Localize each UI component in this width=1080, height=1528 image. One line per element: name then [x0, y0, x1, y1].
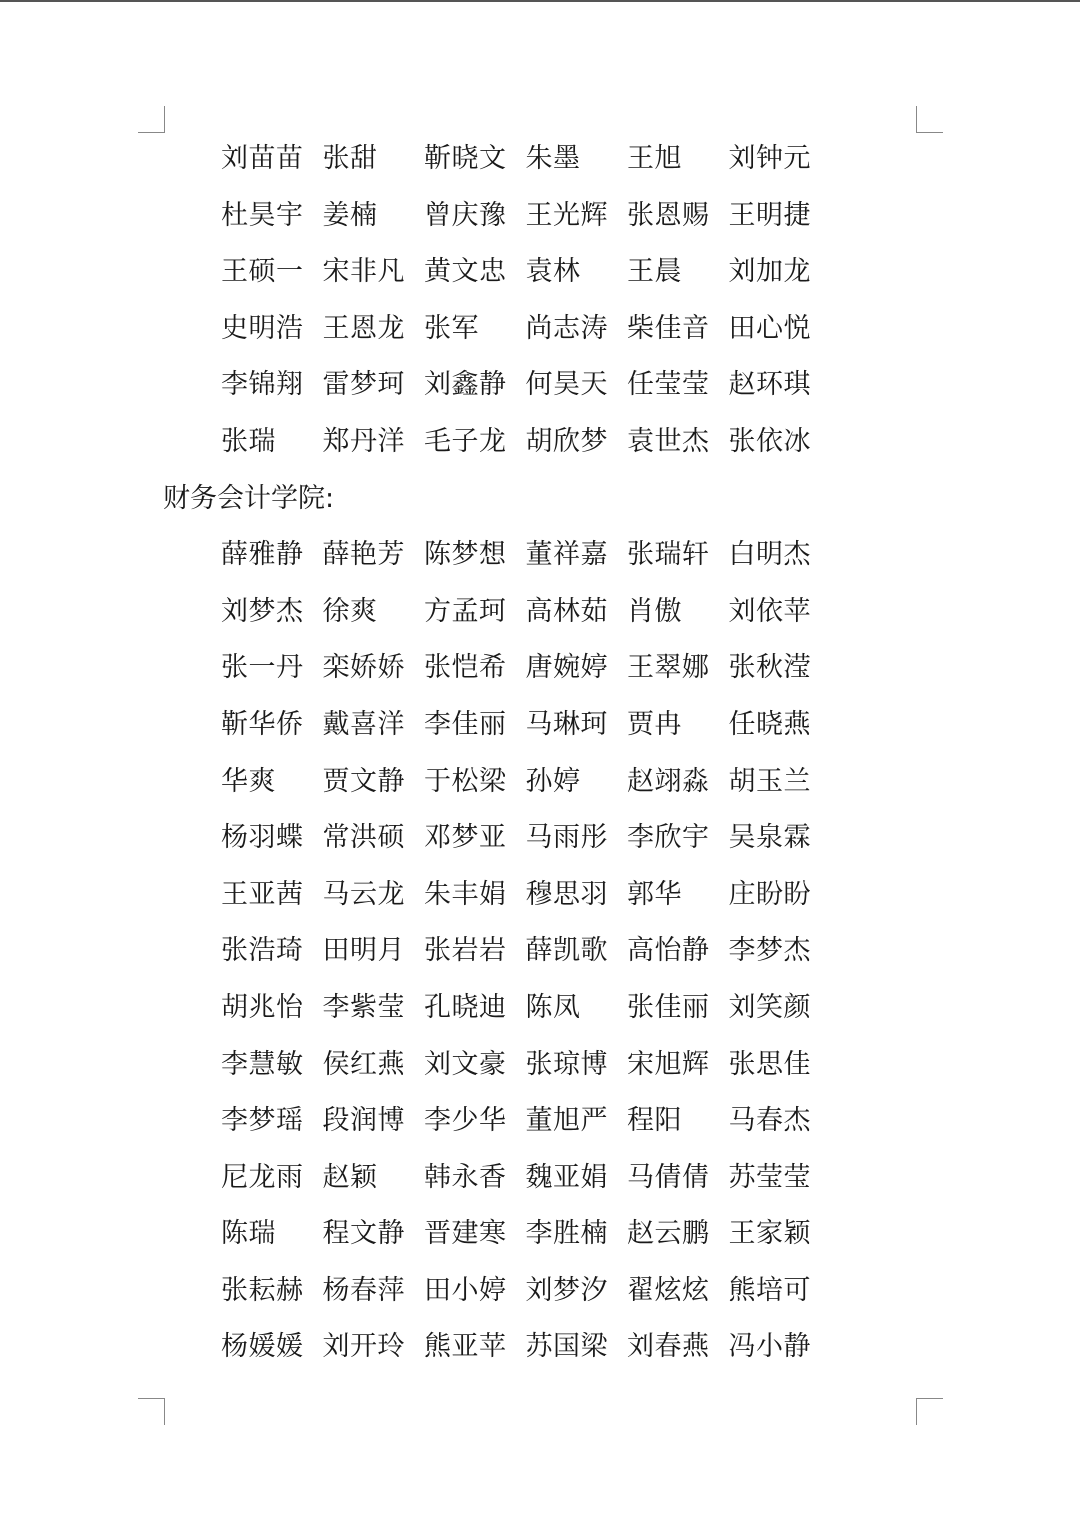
name-row	[0, 1150, 1080, 1207]
name-entry: 翟炫炫	[627, 1274, 710, 1306]
name-entry: 薛艳芳	[322, 539, 405, 571]
name-entry: 段润博	[322, 1105, 405, 1137]
name-row	[0, 244, 1080, 301]
crop-mark-bottom-left	[138, 1398, 165, 1425]
name-entry: 王恩龙	[322, 312, 405, 344]
name-entry: 贾文静	[322, 765, 405, 797]
name-row	[0, 301, 1080, 358]
name-entry: 刘加龙	[728, 256, 811, 288]
name-entry: 马春杰	[728, 1105, 811, 1137]
name-row	[0, 527, 1080, 584]
name-row	[0, 131, 1080, 188]
name-row	[0, 867, 1080, 924]
name-entry: 朱丰娟	[424, 878, 507, 910]
name-entry: 刘钟元	[728, 143, 811, 174]
name-entry: 肖傲	[627, 595, 682, 627]
name-entry: 王旭	[627, 143, 682, 174]
name-row	[0, 414, 1080, 471]
name-entry: 王硕一	[221, 256, 304, 288]
name-entry: 白明杰	[728, 539, 811, 571]
name-group-b	[0, 527, 1080, 1376]
name-entry: 尼龙雨	[221, 1161, 304, 1193]
name-entry: 胡兆怡	[221, 991, 304, 1023]
name-entry: 王晨	[627, 256, 682, 288]
name-row	[0, 1037, 1080, 1094]
name-entry: 李少华	[424, 1105, 507, 1137]
crop-mark-bottom-right	[916, 1398, 943, 1425]
name-row	[0, 697, 1080, 754]
section-heading: 财务会计学院:	[163, 482, 335, 514]
name-entry: 高怡静	[627, 935, 710, 967]
name-entry: 侯红燕	[322, 1048, 405, 1080]
name-entry: 任莹莹	[627, 369, 710, 401]
name-entry: 田心悦	[728, 312, 811, 344]
name-entry: 张佳丽	[627, 991, 710, 1023]
name-entry: 马琳珂	[525, 708, 608, 740]
name-entry: 郭华	[627, 878, 682, 910]
name-entry: 李欣宇	[627, 822, 710, 854]
name-entry: 张瑞轩	[627, 539, 710, 571]
name-entry: 刘文豪	[424, 1048, 507, 1080]
name-entry: 马倩倩	[627, 1161, 710, 1193]
name-entry: 邓梦亚	[424, 822, 507, 854]
name-row	[0, 1319, 1080, 1376]
name-entry: 陈凤	[525, 991, 581, 1023]
name-entry: 王亚茜	[221, 878, 304, 910]
name-entry: 李胜楠	[525, 1218, 608, 1250]
name-entry: 毛子龙	[424, 425, 507, 457]
name-entry: 田明月	[322, 935, 405, 967]
name-entry: 杨春萍	[322, 1274, 405, 1306]
name-entry: 张秋滢	[728, 652, 811, 684]
name-entry: 冯小静	[728, 1331, 811, 1363]
name-entry: 陈瑞	[221, 1218, 276, 1250]
name-entry: 晋建寒	[424, 1218, 507, 1250]
name-entry: 孙婷	[525, 765, 581, 797]
name-entry: 胡玉兰	[728, 765, 811, 797]
name-entry: 刘笑颜	[728, 991, 811, 1023]
name-row	[0, 188, 1080, 245]
name-entry: 张瑞	[221, 425, 276, 457]
name-entry: 何昊天	[525, 369, 608, 401]
name-entry: 刘开玲	[322, 1331, 405, 1363]
name-entry: 董旭严	[525, 1105, 608, 1137]
name-entry: 庄盼盼	[728, 878, 811, 910]
name-entry: 李慧敏	[221, 1048, 304, 1080]
name-entry: 靳华侨	[221, 708, 304, 740]
name-row	[0, 584, 1080, 641]
name-list	[0, 131, 1080, 1376]
name-entry: 李佳丽	[424, 708, 507, 740]
name-entry: 刘梦汐	[525, 1274, 608, 1306]
name-row	[0, 357, 1080, 414]
name-group-a	[0, 131, 1080, 471]
name-entry: 方孟珂	[424, 595, 507, 627]
name-entry: 苏国梁	[525, 1331, 608, 1363]
name-entry: 朱墨	[525, 143, 581, 174]
name-entry: 赵颖	[322, 1161, 378, 1193]
name-entry: 张依冰	[728, 425, 811, 457]
name-entry: 赵环琪	[728, 369, 811, 401]
name-entry: 薛凯歌	[525, 935, 608, 967]
name-entry: 宋旭辉	[627, 1048, 710, 1080]
name-entry: 史明浩	[221, 312, 304, 344]
name-entry: 张琼博	[525, 1048, 608, 1080]
name-entry: 靳晓文	[424, 143, 507, 174]
name-entry: 柴佳音	[627, 312, 710, 344]
name-entry: 魏亚娟	[525, 1161, 608, 1193]
name-entry: 袁世杰	[627, 425, 710, 457]
name-entry: 任晓燕	[728, 708, 811, 740]
name-entry: 宋非凡	[322, 256, 405, 288]
name-entry: 张军	[424, 312, 479, 344]
name-entry: 栾娇娇	[322, 652, 405, 684]
name-entry: 张甜	[322, 143, 378, 174]
name-entry: 袁林	[525, 256, 581, 288]
name-row	[0, 810, 1080, 867]
name-entry: 吴泉霖	[728, 822, 811, 854]
name-entry: 张恩赐	[627, 199, 710, 231]
name-entry: 唐婉婷	[525, 652, 608, 684]
name-entry: 赵翊淼	[627, 765, 710, 797]
name-entry: 张浩琦	[221, 935, 304, 967]
name-entry: 董祥嘉	[525, 539, 608, 571]
crop-mark-top-right	[916, 106, 943, 133]
name-row	[0, 1093, 1080, 1150]
name-entry: 熊亚苹	[424, 1331, 507, 1363]
name-entry: 程文静	[322, 1218, 405, 1250]
name-entry: 贾冉	[627, 708, 682, 740]
name-entry: 徐爽	[322, 595, 378, 627]
crop-mark-top-left	[138, 106, 165, 133]
name-entry: 陈梦想	[424, 539, 507, 571]
name-entry: 常洪硕	[322, 822, 405, 854]
name-entry: 张岩岩	[424, 935, 507, 967]
name-entry: 熊培可	[728, 1274, 811, 1306]
name-entry: 刘依苹	[728, 595, 811, 627]
name-entry: 田小婷	[424, 1274, 507, 1306]
name-row	[0, 754, 1080, 811]
name-row	[0, 923, 1080, 980]
name-entry: 张一丹	[221, 652, 304, 684]
name-entry: 马雨彤	[525, 822, 608, 854]
name-entry: 于松梁	[424, 765, 507, 797]
page-top-edge	[0, 0, 1080, 2]
name-entry: 姜楠	[322, 199, 378, 231]
name-entry: 杜昊宇	[221, 199, 304, 231]
name-entry: 李梦杰	[728, 935, 811, 967]
name-entry: 黄文忠	[424, 256, 507, 288]
name-entry: 韩永香	[424, 1161, 507, 1193]
name-entry: 张耘赫	[221, 1274, 304, 1306]
name-entry: 王明捷	[728, 199, 811, 231]
name-entry: 刘春燕	[627, 1331, 710, 1363]
name-entry: 刘苗苗	[221, 143, 304, 174]
name-entry: 杨媛媛	[221, 1331, 304, 1363]
name-entry: 雷梦珂	[322, 369, 405, 401]
name-entry: 李梦瑶	[221, 1105, 304, 1137]
name-entry: 杨羽蝶	[221, 822, 304, 854]
name-entry: 张恺希	[424, 652, 507, 684]
name-entry: 穆思羽	[525, 878, 608, 910]
name-row	[0, 1206, 1080, 1263]
name-row	[0, 1263, 1080, 1320]
name-row	[0, 640, 1080, 697]
name-entry: 曾庆豫	[424, 199, 507, 231]
name-entry: 王家颖	[728, 1218, 811, 1250]
name-entry: 华爽	[221, 765, 276, 797]
name-entry: 高林茹	[525, 595, 608, 627]
name-entry: 苏莹莹	[728, 1161, 811, 1193]
name-entry: 刘梦杰	[221, 595, 304, 627]
name-row	[0, 980, 1080, 1037]
name-entry: 尚志涛	[525, 312, 608, 344]
name-entry: 王光辉	[525, 199, 608, 231]
name-entry: 李紫莹	[322, 991, 405, 1023]
name-entry: 王翠娜	[627, 652, 710, 684]
name-entry: 郑丹洋	[322, 425, 405, 457]
name-entry: 李锦翔	[221, 369, 304, 401]
name-entry: 程阳	[627, 1105, 682, 1137]
name-entry: 马云龙	[322, 878, 405, 910]
name-entry: 赵云鹏	[627, 1218, 710, 1250]
name-entry: 孔晓迪	[424, 991, 507, 1023]
name-entry: 戴喜洋	[322, 708, 405, 740]
name-entry: 刘鑫静	[424, 369, 507, 401]
name-entry: 胡欣梦	[525, 425, 608, 457]
name-entry: 张思佳	[728, 1048, 811, 1080]
name-entry: 薛雅静	[221, 539, 304, 571]
